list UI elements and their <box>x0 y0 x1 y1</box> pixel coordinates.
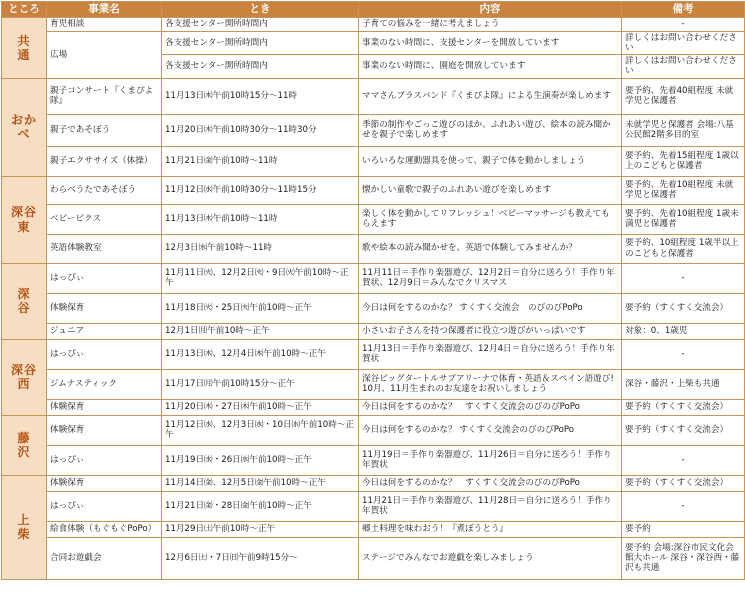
event-name: 親子であそぼう <box>47 114 162 146</box>
event-name: 体験保育 <box>47 475 162 491</box>
event-name: 親子エクササイズ（体操） <box>47 146 162 176</box>
event-content: 深谷ビッグタートルサブアリーナで体育・英語＆スペイン語遊び!10月、11月生まれのお友達をお祝いしましょう <box>359 369 622 399</box>
table-row <box>2 18 745 32</box>
event-time: 11月21日㈮午前10時～11時 <box>162 146 359 176</box>
table-row <box>2 369 745 399</box>
event-content: 懐かしい童歌で親子のふれあい遊びを楽しめます <box>359 176 622 204</box>
event-name: 広場 <box>47 32 162 79</box>
event-name: 育児相談 <box>47 18 162 32</box>
event-time: 11月13日㈭午前10時15分～11時 <box>162 78 359 114</box>
event-content: 11月11日＝手作り楽器遊び、12月2日＝自分に送ろう！手作り年賀状、12月9日＝みんなでクリスマス <box>359 263 622 293</box>
event-time: 11月20日㈭午前10時30分～11時30分 <box>162 114 359 146</box>
event-note: 詳しくはお問い合わせください <box>622 55 745 78</box>
event-content: 事業のない時間に、支援センターを開放しています <box>359 32 622 55</box>
event-content: 今日は何をするのかな？ すくすく交流会のびのびPoPo <box>359 399 622 415</box>
event-content: ステージでみんなでお遊戯を楽しみましょう <box>359 537 622 579</box>
table-row <box>2 323 745 339</box>
event-note: - <box>622 263 745 293</box>
event-note: 要予約 会場:深谷市民文化会館大ホール 深谷・深谷西・藤沢も共通 <box>622 537 745 579</box>
header-row <box>2 2 745 18</box>
place-okabe: おかべ <box>2 78 47 176</box>
table-row <box>2 263 745 293</box>
table-row <box>2 491 745 521</box>
event-content: 11月19日＝手作り楽器遊び、11月26日＝自分に送ろう！手作り年賀状 <box>359 445 622 475</box>
event-time: 各支援センター開所時間内 <box>162 18 359 32</box>
place-fukaya-higashi: 深谷東 <box>2 176 47 263</box>
event-note: 要予約（すくすく交流会） <box>622 415 745 445</box>
event-time: 各支援センター開所時間内 <box>162 32 359 55</box>
event-name: ジュニア <box>47 323 162 339</box>
event-content: いろいろな運動器具を使って、親子で体を動かしましょう <box>359 146 622 176</box>
table-row <box>2 445 745 475</box>
event-name: ベビービクス <box>47 204 162 234</box>
table-row <box>2 537 745 579</box>
schedule-table <box>1 1 745 580</box>
event-content: 郷土料理を味わおう！『煮ぼうとう』 <box>359 521 622 537</box>
event-content: 歌や絵本の読み聞かせを、英語で体験してみませんか？ <box>359 234 622 263</box>
event-time: 11月29日㈯午前10時～正午 <box>162 521 359 537</box>
event-time: 11月17日㈪午前10時15分～正午 <box>162 369 359 399</box>
event-time: 各支援センター開所時間内 <box>162 55 359 78</box>
event-note: 要予約、先着10組程度 1歳未満児と保護者 <box>622 204 745 234</box>
event-time: 11月13日㈭、12月4日㈭午前10時～正午 <box>162 339 359 369</box>
table-row <box>2 114 745 146</box>
place-fukaya-nishi: 深谷西 <box>2 339 47 415</box>
table-row <box>2 521 745 537</box>
event-name: はっぴぃ <box>47 491 162 521</box>
event-time: 12月3日㈬午前10時～11時 <box>162 234 359 263</box>
event-name: 体験保育 <box>47 399 162 415</box>
header-place: ところ <box>2 2 47 18</box>
event-time: 11月11日㈫、12月2日㈫・9日㈫午前10時～正午 <box>162 263 359 293</box>
event-content: 楽しく体を動かしてリフレッシュ！ベビーマッサージも教えてもらえます <box>359 204 622 234</box>
event-content: 事業のない時間に、園庭を開放しています <box>359 55 622 78</box>
header-event: 事業名 <box>47 2 162 18</box>
event-name: 合同お遊戯会 <box>47 537 162 579</box>
event-note: 未就学児と保護者 会場:八基公民館2階多目的室 <box>622 114 745 146</box>
event-name: わらべうたであそぼう <box>47 176 162 204</box>
table-row <box>2 399 745 415</box>
table-row <box>2 234 745 263</box>
event-content: 小さいお子さんを持つ保護者に役立つ遊びがいっぱいです <box>359 323 622 339</box>
event-content: 今日は何をするのかな？ すくすく交流会 のびのびPoPo <box>359 293 622 323</box>
event-content: 11月21日＝手作り楽器遊び、11月28日＝自分に送ろう！手作り年賀状 <box>359 491 622 521</box>
event-note: 要予約（すくすく交流会） <box>622 399 745 415</box>
event-note: - <box>622 18 745 32</box>
table-row <box>2 339 745 369</box>
place-fujisawa: 藤 沢 <box>2 415 47 475</box>
event-note: - <box>622 339 745 369</box>
event-content: 季節の制作やごっこ遊びのほか、ふれあい遊び、絵本の読み聞かせを親子で楽しめます <box>359 114 622 146</box>
event-name: 給食体験（もぐもぐPoPo） <box>47 521 162 537</box>
event-note: 要予約（すくすく交流会） <box>622 475 745 491</box>
table-row <box>2 32 745 55</box>
event-name: はっぴぃ <box>47 339 162 369</box>
header-note: 備考 <box>622 2 745 18</box>
event-content: ママさんブラスバンド『くまぴよ隊』による生演奏が楽しめます <box>359 78 622 114</box>
table-row <box>2 415 745 445</box>
place-common: 共 通 <box>2 18 47 79</box>
event-note: - <box>622 445 745 475</box>
event-note: 要予約（すくすく交流会） <box>622 293 745 323</box>
table-row <box>2 78 745 114</box>
event-content: 11月13日＝手作り楽器遊び、12月4日＝自分に送ろう！手作り年賀状 <box>359 339 622 369</box>
event-name: はっぴぃ <box>47 445 162 475</box>
event-time: 11月12日㈬、12月3日㈬・10日㈬午前10時～正午 <box>162 415 359 445</box>
event-note: 詳しくはお問い合わせください <box>622 32 745 55</box>
event-note: 対象：0、1歳児 <box>622 323 745 339</box>
event-note: 深谷・藤沢・上柴も共通 <box>622 369 745 399</box>
event-time: 12月1日㈪午前10時～正午 <box>162 323 359 339</box>
event-time: 11月13日㈭午前10時～11時 <box>162 204 359 234</box>
table-row <box>2 146 745 176</box>
table-row <box>2 176 745 204</box>
event-time: 11月20日㈭・27日㈭午前10時～正午 <box>162 399 359 415</box>
table-row <box>2 475 745 491</box>
event-name: 親子コンサート『くまぴよ隊』 <box>47 78 162 114</box>
event-name: 体験保育 <box>47 293 162 323</box>
header-content: 内容 <box>359 2 622 18</box>
event-time: 11月14日㈮、12月5日㈮午前10時～正午 <box>162 475 359 491</box>
event-name: ジムナスティック <box>47 369 162 399</box>
event-content: 今日は何をするのかな？ すくすく交流会のびのびPoPo <box>359 475 622 491</box>
place-fukaya: 深 谷 <box>2 263 47 339</box>
event-name: はっぴぃ <box>47 263 162 293</box>
event-time: 11月18日㈫・25日㈫午前10時～正午 <box>162 293 359 323</box>
table-row <box>2 204 745 234</box>
event-name: 体験保育 <box>47 415 162 445</box>
table-row <box>2 293 745 323</box>
event-content: 子育ての悩みを一緒に考えましょう <box>359 18 622 32</box>
event-note: 要予約、先着40組程度 未就学児と保護者 <box>622 78 745 114</box>
event-note: 要予約、先着15組程度 1歳以上のこどもと保護者 <box>622 146 745 176</box>
event-time: 11月12日㈬午前10時30分～11時15分 <box>162 176 359 204</box>
event-note: 要予約、10組程度 1歳半以上のこどもと保護者 <box>622 234 745 263</box>
event-content: 今日は何をするのかな？ すくすく交流会のびのびPoPo <box>359 415 622 445</box>
event-note: 要予約 <box>622 521 745 537</box>
event-note: - <box>622 491 745 521</box>
event-time: 12月6日㈯・7日㈰午前9時15分～ <box>162 537 359 579</box>
event-time: 11月21日㈮・28日㈮午前10時～正午 <box>162 491 359 521</box>
event-name: 英語体験教室 <box>47 234 162 263</box>
place-kamishiba: 上 柴 <box>2 475 47 579</box>
header-time: とき <box>162 2 359 18</box>
event-note: 要予約、先着10組程度 未就学児と保護者 <box>622 176 745 204</box>
event-time: 11月19日㈬・26日㈬午前10時～正午 <box>162 445 359 475</box>
